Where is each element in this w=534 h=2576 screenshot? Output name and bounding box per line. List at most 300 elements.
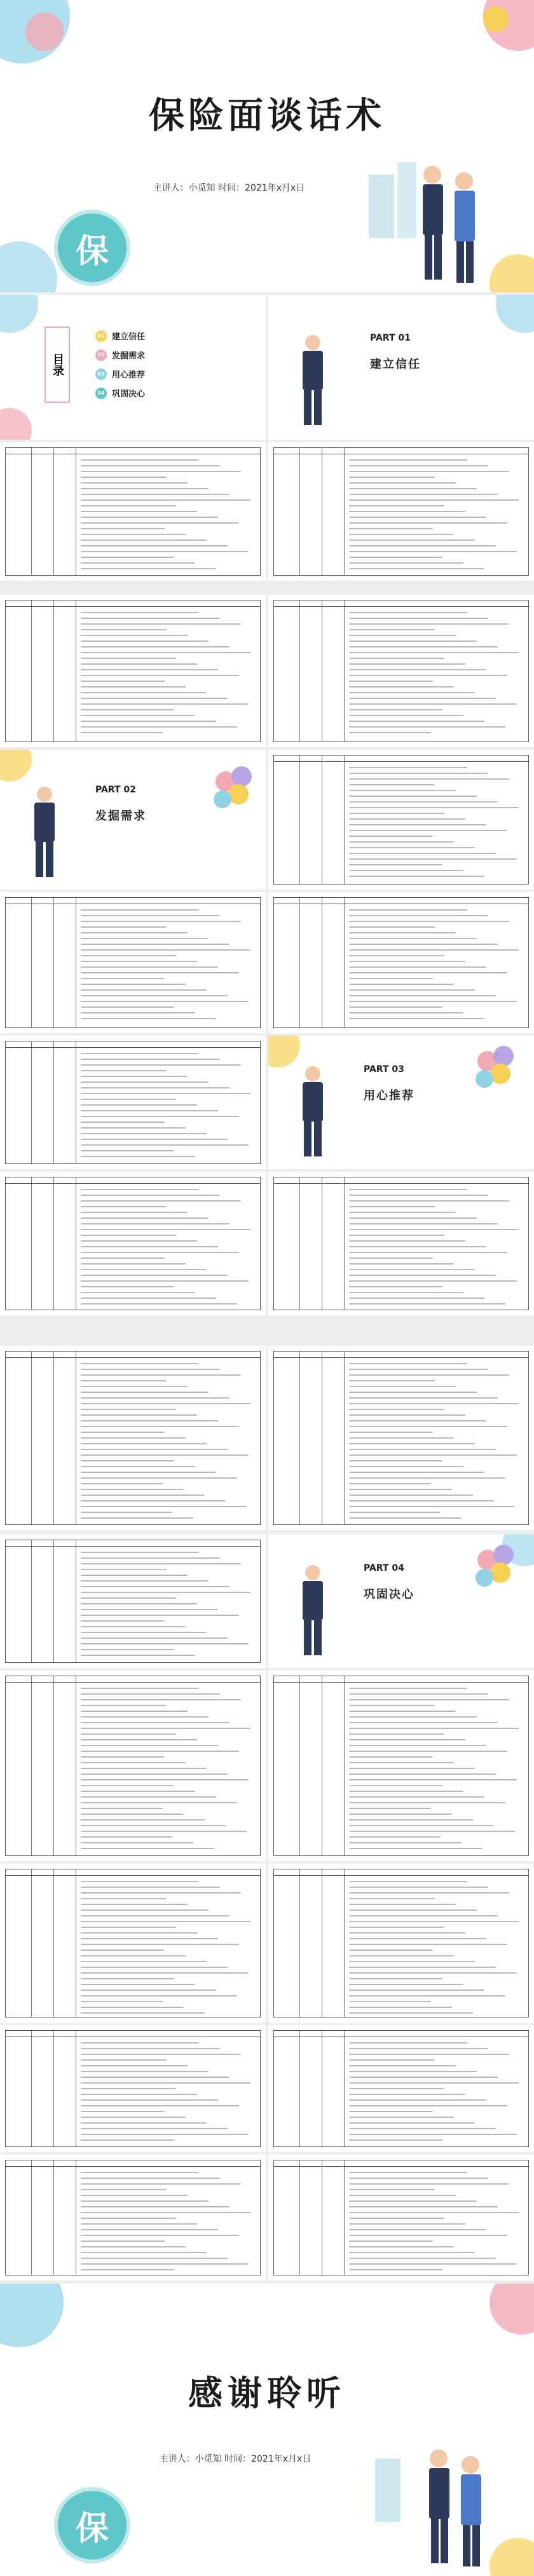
script-table	[273, 2030, 529, 2147]
text-line	[81, 2094, 197, 2095]
table-column-divider	[31, 2031, 32, 2146]
text-line	[81, 517, 218, 518]
text-line	[81, 2099, 218, 2101]
text-line	[349, 715, 463, 716]
table-header	[6, 600, 260, 607]
text-line	[349, 692, 475, 693]
text-line	[81, 1397, 229, 1399]
text-line	[349, 966, 486, 968]
text-line	[349, 557, 442, 558]
text-line	[81, 2122, 207, 2124]
text-line	[349, 2082, 519, 2084]
text-line	[349, 482, 456, 484]
table-column-divider	[299, 448, 300, 575]
text-line	[349, 864, 442, 865]
text-line	[349, 465, 488, 466]
toc-item[interactable]: 02 发掘需求	[95, 349, 145, 361]
script-table	[5, 897, 261, 1028]
table-slide	[0, 1036, 266, 1169]
table-header	[6, 1540, 260, 1547]
text-line	[349, 1292, 463, 1293]
text-line	[349, 1949, 433, 1951]
text-line	[349, 1693, 488, 1695]
table-column-divider	[31, 2160, 32, 2275]
text-line	[81, 1012, 195, 1013]
text-line	[349, 1477, 505, 1479]
text-line	[349, 1001, 517, 1002]
part-slide-2	[0, 750, 266, 890]
text-line	[349, 2071, 477, 2072]
table-column-divider	[31, 1041, 32, 1163]
table-header	[6, 898, 260, 904]
table-slide	[268, 1671, 534, 1861]
text-line	[349, 551, 517, 552]
text-line	[81, 1380, 167, 1381]
text-line	[349, 1796, 484, 1798]
text-line	[349, 1223, 498, 1224]
text-line	[349, 686, 454, 688]
text-line	[81, 984, 186, 985]
text-line	[81, 1938, 218, 1939]
table-slide	[0, 892, 266, 1033]
text-line	[81, 1967, 228, 1968]
script-table	[273, 1676, 529, 1856]
part-title: 用心推荐	[364, 1089, 414, 1102]
text-line	[349, 813, 444, 814]
text-line	[81, 1728, 250, 1729]
text-line	[81, 1892, 241, 1894]
text-line	[81, 989, 207, 991]
table-column-divider	[31, 600, 32, 742]
text-line	[349, 1773, 496, 1775]
text-line	[81, 1374, 241, 1376]
text-line	[81, 1392, 209, 1393]
text-line	[349, 2183, 509, 2185]
table-slide	[268, 442, 534, 581]
text-line	[81, 1984, 195, 1985]
table-column-divider	[53, 1869, 54, 2017]
part-title: 发掘需求	[95, 810, 146, 823]
text-line	[349, 618, 488, 619]
table-header	[6, 2160, 260, 2167]
text-line	[81, 2128, 228, 2129]
text-line	[349, 2178, 488, 2179]
text-line	[349, 505, 444, 506]
toc-slide	[0, 295, 266, 440]
text-line	[81, 1500, 226, 1502]
toc-item[interactable]: 01 建立信任	[95, 330, 145, 342]
text-line	[349, 2134, 517, 2135]
text-line	[81, 2007, 184, 2008]
text-line	[349, 790, 456, 791]
table-header	[274, 1177, 528, 1184]
table-column-divider	[31, 1540, 32, 1662]
text-line	[81, 1688, 199, 1689]
text-line	[81, 692, 207, 693]
text-line	[349, 853, 496, 854]
text-line	[81, 1070, 167, 1071]
text-line	[349, 1374, 509, 1376]
text-line	[81, 1517, 193, 1519]
text-line	[81, 1144, 249, 1146]
table-column-divider	[53, 898, 54, 1027]
text-line	[349, 2212, 519, 2213]
text-line	[81, 1745, 218, 1746]
text-line	[81, 1990, 216, 1991]
text-line	[81, 1716, 209, 1718]
text-line	[349, 1733, 444, 1735]
table-header	[274, 600, 528, 607]
text-line	[81, 2263, 249, 2265]
script-table	[273, 897, 529, 1028]
text-line	[349, 1711, 456, 1712]
text-line	[349, 1938, 486, 1939]
script-table	[5, 1869, 261, 2017]
table-header	[274, 2031, 528, 2037]
text-line	[81, 1831, 247, 1832]
script-table	[5, 2160, 261, 2275]
text-line	[349, 2200, 477, 2202]
text-line	[349, 807, 519, 808]
text-line	[81, 2240, 165, 2242]
text-line	[81, 618, 220, 619]
table-header	[6, 1177, 260, 1184]
table-slide	[0, 1172, 266, 1315]
text-line	[81, 926, 167, 928]
text-line	[81, 978, 165, 979]
text-line	[349, 1380, 435, 1381]
text-line	[81, 641, 209, 642]
text-line	[349, 2258, 496, 2259]
text-line	[349, 675, 507, 676]
text-line	[81, 1437, 186, 1439]
text-line	[81, 1586, 229, 1587]
text-line	[349, 2059, 435, 2061]
text-line	[81, 1426, 239, 1427]
text-line	[349, 1269, 475, 1270]
text-line	[81, 1099, 176, 1100]
text-line	[349, 801, 498, 803]
text-line	[81, 1955, 186, 1956]
text-line	[349, 2001, 431, 2002]
text-line	[81, 2178, 220, 2179]
table-slide	[0, 1671, 266, 1861]
text-line	[81, 1064, 241, 1066]
text-line	[349, 1904, 456, 1905]
table-column-divider	[344, 600, 345, 742]
text-line	[349, 984, 454, 985]
cover-slide	[0, 0, 534, 292]
text-line	[81, 1460, 174, 1461]
text-line	[349, 796, 477, 797]
text-line	[349, 1460, 442, 1461]
text-line	[349, 955, 444, 956]
decor-blob	[0, 408, 32, 440]
text-line	[349, 471, 509, 472]
decor-blob	[0, 241, 57, 292]
text-line	[349, 1212, 456, 1213]
text-line	[81, 709, 174, 710]
text-line	[81, 1978, 174, 1979]
text-line	[81, 1229, 250, 1230]
text-line	[81, 505, 176, 506]
text-line	[81, 1609, 218, 1610]
text-line	[81, 2195, 188, 2196]
text-line	[349, 1808, 431, 1809]
text-line	[81, 1655, 195, 1656]
text-line	[349, 1007, 442, 1008]
script-table	[273, 1351, 529, 1525]
text-line	[81, 477, 167, 478]
table-column-divider	[299, 1352, 300, 1524]
cover-title: 保险面谈话术	[149, 95, 385, 137]
text-line	[81, 2183, 241, 2185]
text-line	[349, 1825, 494, 1826]
text-line	[349, 1506, 515, 1507]
text-line	[81, 2071, 209, 2072]
text-line	[81, 1087, 229, 1088]
text-line	[81, 1836, 172, 1838]
text-line	[349, 1802, 505, 1803]
script-table	[5, 2030, 261, 2147]
text-line	[81, 681, 165, 682]
text-line	[349, 1280, 517, 1282]
balloons-icon	[472, 1042, 523, 1112]
text-line	[81, 1369, 220, 1370]
text-line	[81, 2258, 228, 2259]
text-line	[81, 1887, 220, 1888]
text-line	[349, 949, 519, 951]
text-line	[349, 1206, 435, 1207]
text-line	[349, 1892, 509, 1894]
toc-item[interactable]: 03 用心推荐	[95, 368, 145, 380]
text-line	[81, 1156, 195, 1157]
text-line	[81, 675, 239, 676]
table-header	[6, 2031, 260, 2037]
text-line	[81, 2172, 199, 2173]
text-line	[349, 1275, 496, 1276]
text-line	[81, 1711, 188, 1712]
text-line	[81, 658, 176, 659]
table-header	[274, 448, 528, 454]
text-line	[81, 1150, 174, 1151]
script-table	[273, 1177, 529, 1310]
table-slide	[268, 2025, 534, 2152]
text-line	[349, 2099, 486, 2101]
text-line	[81, 1263, 186, 1264]
text-line	[349, 1791, 463, 1792]
text-line	[349, 1842, 462, 1843]
text-line	[81, 1949, 165, 1951]
table-header	[274, 2160, 528, 2167]
text-line	[81, 1286, 174, 1287]
text-line	[81, 1802, 237, 1803]
text-line	[349, 1240, 465, 1242]
text-line	[349, 1195, 488, 1196]
text-line	[349, 1409, 444, 1410]
table-column-divider	[344, 2031, 345, 2146]
text-line	[81, 1217, 209, 1219]
text-line	[81, 721, 216, 722]
text-line	[81, 1785, 174, 1786]
text-line	[81, 1693, 220, 1695]
text-line	[349, 784, 435, 785]
text-line	[81, 1819, 205, 1820]
text-line	[349, 1189, 467, 1190]
text-line	[81, 686, 186, 688]
text-line	[81, 522, 239, 524]
text-line	[349, 732, 431, 733]
table-column-divider	[53, 1676, 54, 1855]
table-column-divider	[31, 448, 32, 575]
text-line	[81, 1269, 207, 1270]
table-column-divider	[299, 600, 300, 742]
decor-blob	[0, 2284, 64, 2347]
text-line	[81, 921, 241, 922]
text-line	[81, 703, 249, 705]
text-line	[81, 1632, 207, 1633]
text-line	[349, 1967, 496, 1968]
text-line	[349, 1200, 509, 1202]
text-line	[81, 1303, 237, 1305]
text-line	[81, 944, 229, 945]
text-line	[81, 715, 195, 716]
text-line	[349, 818, 465, 820]
text-line	[81, 1592, 250, 1593]
text-line	[81, 1076, 188, 1077]
text-line	[349, 1836, 441, 1838]
text-line	[349, 1705, 435, 1706]
text-line	[349, 1500, 494, 1502]
text-line	[349, 836, 433, 837]
text-line	[81, 1189, 199, 1190]
text-line	[81, 1477, 237, 1479]
text-line	[349, 1978, 442, 1979]
text-line	[81, 2200, 209, 2202]
text-line	[81, 1512, 172, 1513]
text-line	[349, 1699, 509, 1700]
text-line	[81, 1122, 165, 1123]
table-slide	[268, 1346, 534, 1530]
part-number: PART 02	[95, 785, 136, 795]
table-header	[274, 1352, 528, 1358]
table-column-divider	[299, 898, 300, 1027]
text-line	[81, 551, 249, 552]
text-line	[81, 1705, 167, 1706]
table-slide	[0, 2025, 266, 2152]
text-line	[81, 1909, 209, 1911]
text-line	[81, 955, 176, 956]
decor-blob	[25, 13, 64, 51]
text-line	[349, 459, 467, 461]
table-column-divider	[53, 2160, 54, 2275]
text-line	[349, 663, 465, 665]
text-line	[81, 1739, 197, 1740]
text-line	[81, 1053, 199, 1054]
text-line	[81, 1972, 249, 1974]
text-line	[349, 932, 456, 933]
text-line	[81, 2001, 163, 2002]
text-line	[349, 830, 507, 831]
table-column-divider	[53, 1352, 54, 1524]
presenter-icon	[294, 1064, 332, 1160]
table-column-divider	[31, 898, 32, 1027]
text-line	[81, 1575, 188, 1576]
text-line	[81, 1280, 249, 1282]
part-title: 巩固决心	[364, 1588, 414, 1601]
text-line	[349, 1762, 454, 1763]
text-line	[349, 870, 463, 871]
text-line	[349, 2240, 433, 2242]
handshake-people-icon	[369, 2439, 496, 2573]
text-line	[81, 1472, 216, 1473]
text-line	[349, 2122, 475, 2124]
table-slide	[0, 595, 266, 747]
text-line	[81, 471, 241, 472]
decor-blob	[496, 295, 534, 333]
text-line	[81, 2212, 250, 2213]
table-column-divider	[299, 1869, 300, 2017]
text-line	[349, 1012, 463, 1013]
text-line	[81, 2048, 220, 2049]
text-line	[81, 1722, 229, 1723]
text-line	[349, 1887, 488, 1888]
text-line	[81, 1246, 218, 1247]
text-line	[349, 681, 433, 682]
text-line	[81, 2229, 218, 2230]
text-line	[349, 1915, 498, 1916]
text-line	[349, 1397, 498, 1399]
text-line	[81, 1449, 228, 1450]
toc-item[interactable]: 04 巩固决心	[95, 387, 145, 399]
text-line	[81, 1104, 197, 1106]
script-table	[5, 1177, 261, 1310]
text-line	[81, 2223, 197, 2225]
text-line	[81, 1420, 218, 1421]
text-line	[349, 528, 433, 529]
text-line	[349, 488, 477, 489]
table-header	[274, 756, 528, 762]
decor-blob	[483, 6, 509, 32]
table-slide	[0, 1535, 266, 1668]
text-line	[81, 2105, 239, 2106]
text-line	[81, 909, 199, 911]
part-slide-3	[268, 1036, 534, 1169]
text-line	[81, 2269, 174, 2270]
text-line	[81, 1643, 249, 1644]
decor-blob	[0, 295, 38, 333]
text-line	[349, 2007, 452, 2008]
text-line	[349, 2111, 433, 2112]
table-column-divider	[344, 1352, 345, 1524]
text-line	[81, 1110, 218, 1111]
table-column-divider	[299, 2031, 300, 2146]
text-line	[349, 1303, 505, 1305]
text-line	[349, 1298, 484, 1299]
text-line	[81, 1569, 167, 1570]
text-line	[349, 2105, 507, 2106]
text-line	[81, 1848, 214, 1849]
text-line	[81, 2054, 241, 2055]
text-line	[81, 1275, 228, 1276]
text-line	[349, 1466, 463, 1467]
text-line	[349, 1955, 454, 1956]
text-line	[349, 2077, 498, 2078]
presenter-icon	[294, 1563, 332, 1658]
text-line	[81, 557, 174, 558]
text-line	[81, 1733, 176, 1735]
table-slide	[268, 2155, 534, 2281]
